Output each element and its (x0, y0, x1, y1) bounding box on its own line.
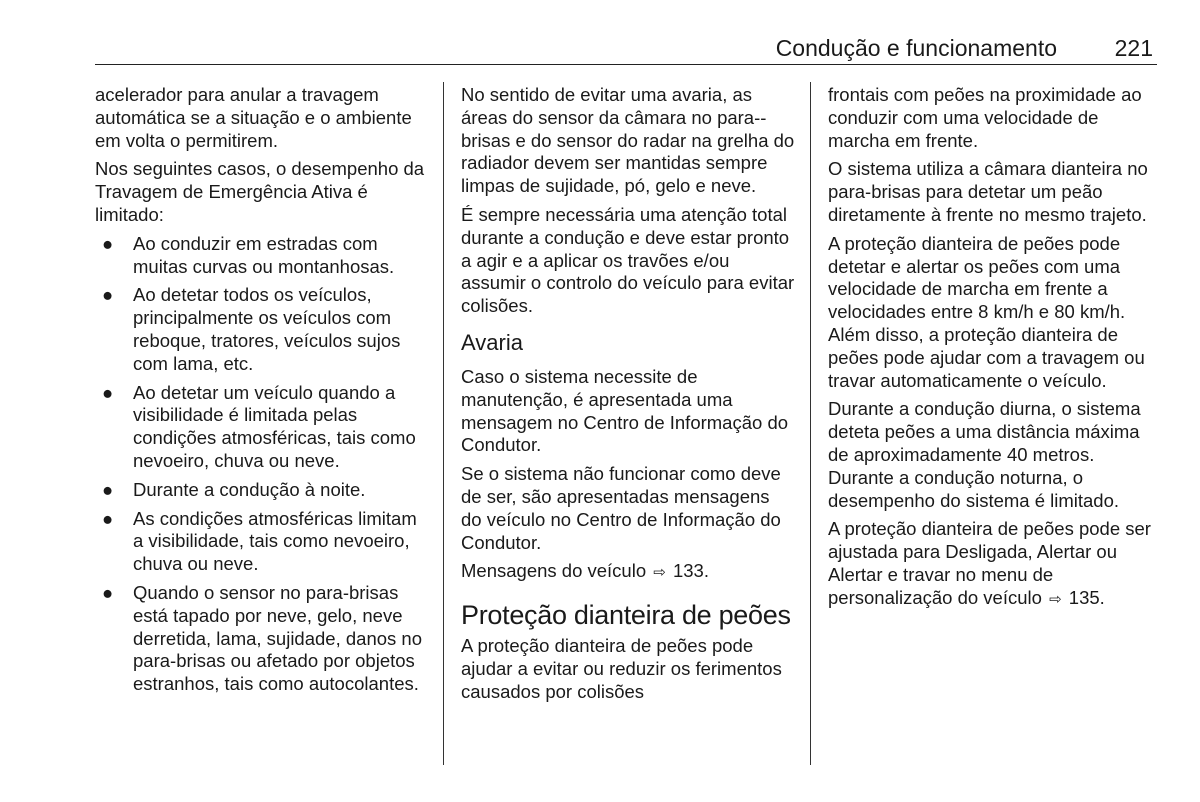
list-item (95, 479, 427, 502)
list-item-text: As condições atmosféricas limitam a visibilidade, tais como nevoeiro, chuva ou neve. (133, 507, 417, 575)
paragraph: frontais com peões na proximidade ao conduzir com uma velocidade de marcha em frente. (828, 84, 1142, 151)
column-3 (828, 84, 1162, 618)
page-number: 221 (1114, 35, 1153, 61)
bullet-icon: ● (102, 381, 114, 403)
list-item-text: Ao detetar um veículo quando a visibilidade é limitada pelas condições atmosféricas, tais como nevoeiro, chuva ou neve. (133, 381, 416, 471)
subheading-avaria: Avaria (461, 329, 523, 355)
page-reference-icon: ⇨ (1049, 590, 1062, 608)
header-rule (95, 64, 1157, 65)
cross-reference (461, 560, 795, 585)
paragraph: Caso o sistema necessite de manutenção, é apresentada uma mensagem no Centro de Informação do Condutor. (461, 365, 789, 456)
cross-reference-page: 133. (672, 560, 709, 582)
list-item (95, 382, 427, 473)
list-item-text: Quando o sensor no para-brisas está tapado por neve, gelo, neve derretida, lama, sujidade, danos no para-brisas ou afetado por objetos estranhos, tais como autocolantes. (133, 581, 422, 695)
column-1 (95, 84, 427, 702)
paragraph-text: A proteção dianteira de peões pode ser ajustada para Desligada, Alertar ou Alertar e travar no menu de personalização do veículo (828, 518, 1151, 608)
bullet-icon: ● (102, 478, 114, 500)
column-separator-2 (810, 82, 811, 765)
section-heading: Proteção dianteira de peões (461, 600, 791, 631)
paragraph: acelerador para anular a travagem automática se a situação e o ambiente em volta o permitirem. (95, 84, 412, 151)
list-item (95, 284, 427, 375)
paragraph: A proteção dianteira de peões pode detetar e alertar os peões com uma velocidade de marcha em frente a velocidades entre 8 km/h e 80 km/h. Além disso, a proteção dianteira de peões pode ajudar com a travagem ou travar automaticamente o veículo. (828, 232, 1145, 391)
list-item (95, 508, 427, 576)
column-2 (461, 84, 795, 710)
bullet-icon: ● (102, 232, 114, 254)
paragraph: Durante a condução diurna, o sistema deteta peões a uma distância máxima de aproximadamente 40 metros. Durante a condução noturna, o desempenho do sistema é limitado. (828, 398, 1141, 511)
paragraph: No sentido de evitar uma avaria, as áreas do sensor da câmara no para--brisas e do sensor do radar na grelha do radiador devem ser mantidas sempre limpas de sujidade, pó, gelo e neve. (461, 84, 795, 197)
list-item-text: Ao detetar todos os veículos, principalmente os veículos com reboque, tratores, veículos sujos com lama, etc. (133, 284, 401, 374)
bullet-icon: ● (102, 284, 114, 306)
paragraph: O sistema utiliza a câmara dianteira no para-brisas para detetar um peão diretamente à frente no mesmo trajeto. (828, 158, 1148, 225)
list-item (95, 582, 427, 696)
cross-reference-page: 135. (1068, 586, 1105, 608)
list-item-text: Ao conduzir em estradas com muitas curvas ou montanhosas. (133, 232, 395, 277)
bullet-icon: ● (102, 507, 114, 529)
page-reference-icon: ⇨ (653, 564, 666, 582)
bullet-icon: ● (102, 581, 114, 603)
cross-reference-text: Mensagens do veículo (461, 560, 647, 582)
paragraph: Nos seguintes casos, o desempenho da Travagem de Emergência Ativa é limitado: (95, 158, 425, 225)
paragraph: Se o sistema não funcionar como deve de ser, são apresentadas mensagens do veículo no Centro de Informação do Condutor. (461, 463, 781, 553)
column-separator-1 (443, 82, 444, 765)
bullet-list (95, 233, 427, 696)
paragraph (828, 518, 1162, 611)
paragraph: É sempre necessária uma atenção total durante a condução e deve estar pronto a agir e a aplicar os travões e/ou assumir o controlo do veículo para evitar colisões. (461, 203, 795, 317)
paragraph: A proteção dianteira de peões pode ajudar a evitar ou reduzir os ferimentos causados por colisões (461, 635, 782, 702)
chapter-title: Condução e funcionamento (775, 35, 1057, 61)
list-item-text: Durante a condução à noite. (133, 478, 366, 500)
page-header (95, 34, 1157, 64)
list-item (95, 233, 427, 279)
